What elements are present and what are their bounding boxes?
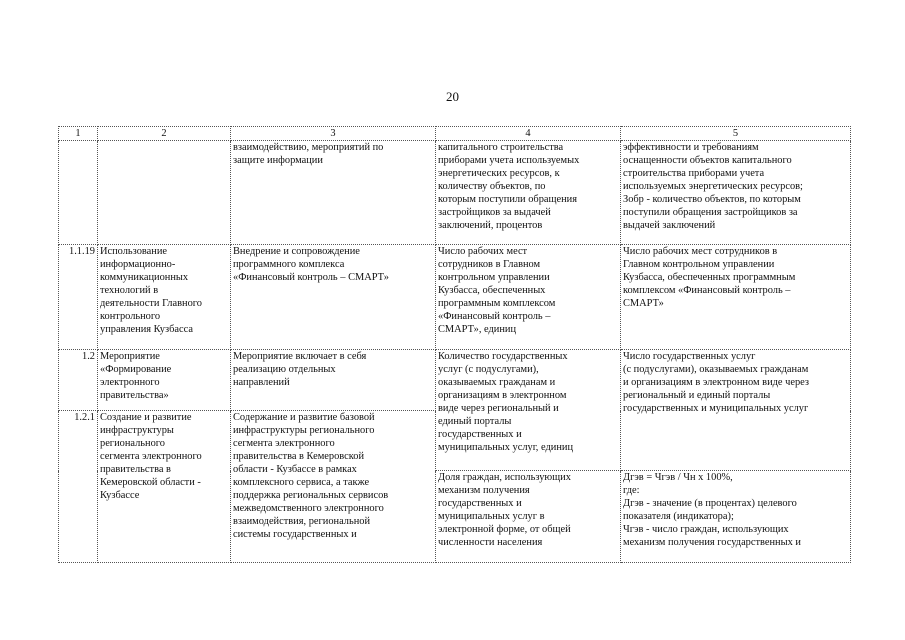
row-description-cell: Содержание и развитие базовой инфраструктуры регионального сегмента электронного правительства в Кемеровской области - Кузбассе в рамках комплексного сервиса, а также поддержка региональных сервисов межведомственного электронного взаимодействия, региональной системы государственных и — [231, 411, 436, 563]
row-indicator-cell: Количество государственных услуг (с подуслугами), оказываемых гражданам и организациям в электронном виде через региональный и единый порталы государственных и муниципальных услуг, единиц — [436, 350, 621, 471]
row-indicator-cell: Доля граждан, использующих механизм получения государственных и муниципальных услуг в электронной форме, от общей численности населения — [436, 471, 621, 563]
row-number-cell: 1.2 — [59, 350, 98, 411]
row-title-cell: Мероприятие «Формирование электронного правительства» — [98, 350, 231, 411]
row-title-cell: Создание и развитие инфраструктуры регионального сегмента электронного правительства в Кемеровской области - Кузбассе — [98, 411, 231, 563]
row-method-cell: эффективности и требованиям оснащенности объектов капитального строительства приборами учета используемых энергетических ресурсов; Зобр - количество объектов, по которым поступили обращения застройщиков за выдачей заключений — [621, 141, 851, 245]
header-cell-4: 4 — [436, 127, 621, 141]
row-method-cell: Число рабочих мест сотрудников в Главном контрольном управлении Кузбасса, обеспеченных программным комплексом «Финансовый контроль – СМАРТ» — [621, 245, 851, 350]
table-row-1-1-19 — [59, 245, 851, 350]
row-description-cell: взаимодействию, мероприятий по защите информации — [231, 141, 436, 245]
row-description-cell: Мероприятие включает в себя реализацию отдельных направлений — [231, 350, 436, 411]
row-number-cell — [59, 141, 98, 245]
row-indicator-cell: Число рабочих мест сотрудников в Главном контрольном управлении Кузбасса, обеспеченных программным комплексом «Финансовый контроль – СМАРТ», единиц — [436, 245, 621, 350]
row-title-cell: Использование информационно- коммуникационных технологий в деятельности Главного контрольного управления Кузбасса — [98, 245, 231, 350]
row-indicator-cell: капитального строительства приборами учета используемых энергетических ресурсов, к количеству объектов, по которым поступили обращения застройщиков за выдачей заключений, процентов — [436, 141, 621, 245]
header-cell-2: 2 — [98, 127, 231, 141]
row-number-cell: 1.1.19 — [59, 245, 98, 350]
row-method-cell: Число государственных услуг (с подуслугами), оказываемых гражданам и организациям в электронном виде через региональный и единый порталы государственных и муниципальных услуг — [621, 350, 851, 471]
row-description-cell: Внедрение и сопровождение программного комплекса «Финансовый контроль – СМАРТ» — [231, 245, 436, 350]
table-row-continued — [59, 141, 851, 245]
row-method-cell: Дгэв = Чгэв / Чн х 100%, где: Дгэв - значение (в процентах) целевого показателя (индикатора); Чгэв - число граждан, использующих механизм получения государственных и — [621, 471, 851, 563]
table-header-row — [59, 127, 851, 141]
indicators-table — [58, 126, 851, 563]
header-cell-1: 1 — [59, 127, 98, 141]
header-cell-3: 3 — [231, 127, 436, 141]
header-cell-5: 5 — [621, 127, 851, 141]
table-row-1-2 — [59, 350, 851, 411]
row-number-cell: 1.2.1 — [59, 411, 98, 563]
row-title-cell — [98, 141, 231, 245]
page-number: 20 — [446, 89, 459, 104]
